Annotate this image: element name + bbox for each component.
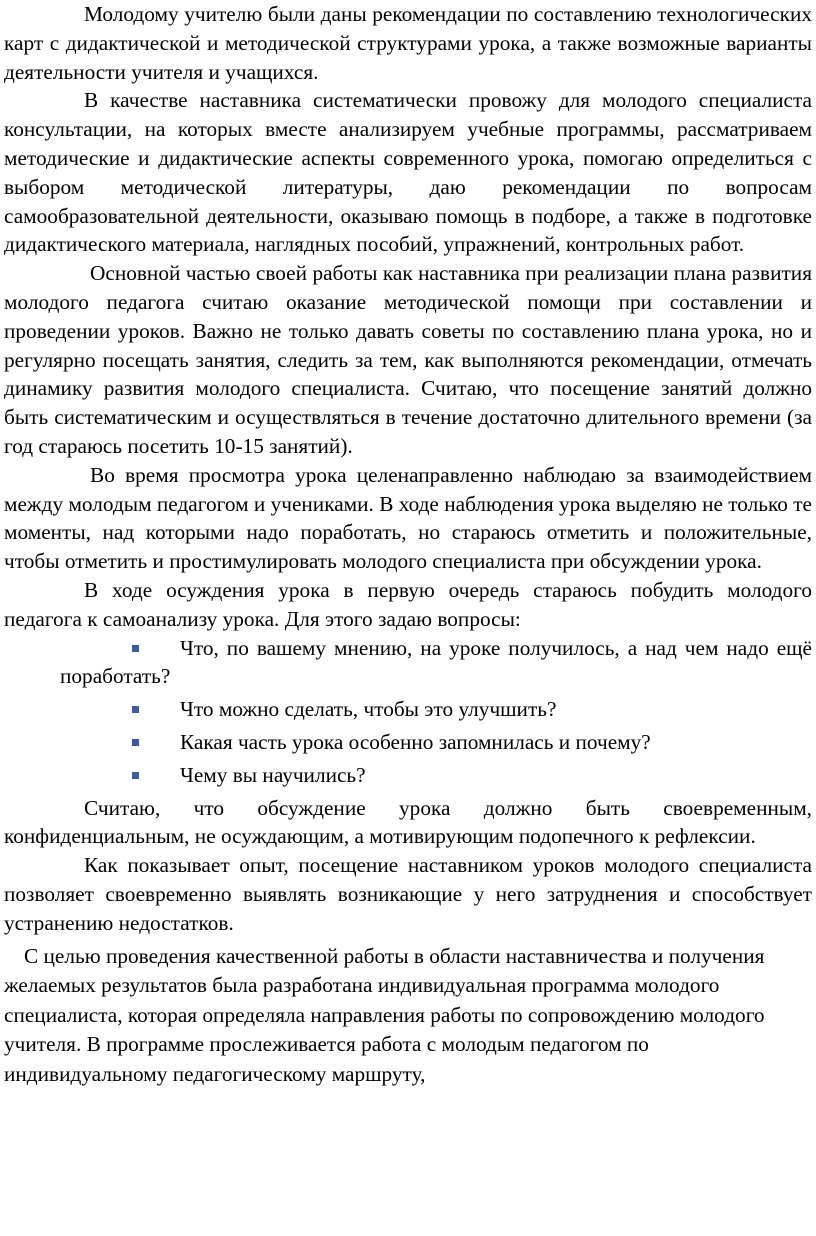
list-item bbox=[4, 695, 812, 724]
paragraph-discussion: Считаю, что обсуждение урока должно быть своевременным, конфиденциальным, не осуждающим, а мотивирующим подопечного к рефлексии. bbox=[4, 795, 812, 849]
paragraph-self-analysis: В ходе осуждения урока в первую очередь стараюсь побудить молодого педагога к самоанализу урока. Для этого задаю вопросы: bbox=[4, 577, 812, 631]
paragraph-program: С целью проведения качественной работы в области наставничества и получения желаемых результатов была разработана индивидуальная программа молодого специалиста, которая определяла направления работы по сопровождению молодого учителя. В программе прослеживается работа с молодым педагогом по индивидуальному педагогическому маршруту, bbox=[4, 943, 765, 1086]
list-item bbox=[4, 761, 812, 790]
paragraph-consultations: В качестве наставника систематически провожу для молодого специалиста консультации, на которых вместе анализируем учебные программы, рассматриваем методические и дидактические аспекты современного урока, помогаю определиться с выбором методической литературы, даю рекомендации по вопросам самообразовательной деятельности, оказываю помощь в подборе, а также в подготовке дидактического материала, наглядных пособий, упражнений, контрольных работ. bbox=[4, 88, 812, 257]
question-text: Чему вы научились? bbox=[180, 762, 366, 787]
question-text: Что, по вашему мнению, на уроке получилось, а над чем надо ещё поработать? bbox=[60, 635, 812, 689]
question-text: Что можно сделать, чтобы это улучшить? bbox=[180, 697, 557, 722]
list-item bbox=[4, 728, 812, 757]
paragraph-methodical-help: Основной частью своей работы как наставника при реализации плана развития молодого педагога считаю оказание методической помощи при составлении и проведении уроков. Важно не только давать советы по составлению плана урока, но и регулярно посещать занятия, следить за тем, как выполняются рекомендации, отмечать динамику развития молодого специалиста. Считаю, что посещение занятий должно быть систематическим и осуществляться в течение достаточно длительного времени (за год стараюсь посетить 10-15 занятий). bbox=[4, 261, 812, 458]
square-bullet-icon bbox=[132, 739, 139, 746]
square-bullet-icon bbox=[132, 706, 139, 713]
list-item bbox=[4, 634, 812, 692]
paragraph-experience: Как показывает опыт, посещение наставником уроков молодого специалиста позволяет своевременно выявлять возникающие у него затруднения и способствует устранению недостатков. bbox=[4, 853, 812, 935]
questions-list bbox=[4, 634, 812, 790]
paragraph-recommendations: Молодому учителю были даны рекомендации по составлению технологических карт с дидактической и методической структурами урока, а также возможные варианты деятельности учителя и учащихся. bbox=[4, 2, 812, 84]
square-bullet-icon bbox=[132, 645, 139, 652]
paragraph-lesson-observation: Во время просмотра урока целенаправленно наблюдаю за взаимодействием между молодым педагогом и учениками. В ходе наблюдения урока выделяю не только те моменты, над которыми надо поработать, но стараюсь отметить и положительные, чтобы отметить и простимулировать молодого специалиста при обсуждении урока. bbox=[4, 462, 812, 574]
question-text: Какая часть урока особенно запомнилась и почему? bbox=[180, 729, 651, 754]
square-bullet-icon bbox=[132, 772, 139, 779]
